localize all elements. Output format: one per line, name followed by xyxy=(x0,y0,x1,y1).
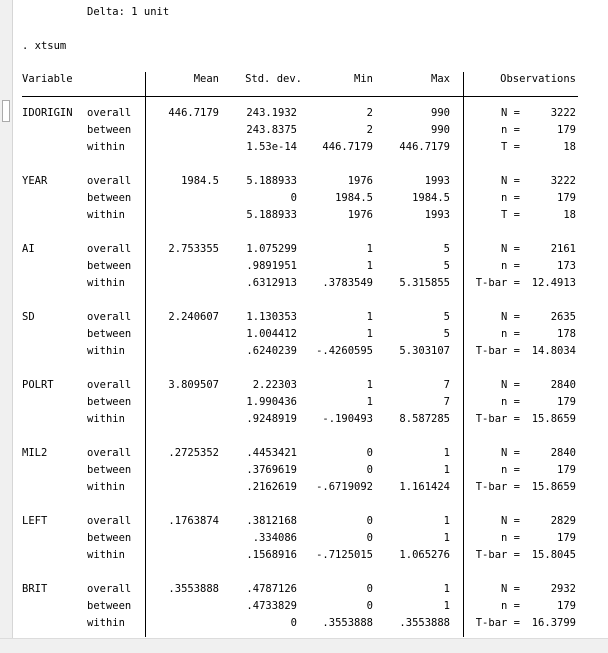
row-type: within xyxy=(87,549,125,561)
cell-obs-label: T-bar = xyxy=(475,549,520,561)
variable-name: IDORIGIN xyxy=(22,107,73,119)
cell-min: 0 xyxy=(366,515,373,527)
cell-min: 1 xyxy=(366,396,373,408)
cell-obs-value: 2932 xyxy=(550,583,576,595)
cell-stddev: .3769619 xyxy=(246,464,297,476)
cell-obs-value: 2635 xyxy=(550,311,576,323)
cell-max: 446.7179 xyxy=(399,141,450,153)
cell-stddev: .9891951 xyxy=(246,260,297,272)
cell-obs-label: N = xyxy=(501,379,520,391)
cell-obs-label: N = xyxy=(501,243,520,255)
cell-max: 5 xyxy=(443,328,450,340)
cell-max: 1993 xyxy=(424,175,450,187)
cell-max: 5 xyxy=(443,311,450,323)
cell-mean: .2725352 xyxy=(168,447,219,459)
left-gutter xyxy=(0,0,13,653)
cell-obs-value: 18 xyxy=(563,141,576,153)
col-header-variable: Variable xyxy=(22,73,73,85)
cell-obs-value: 2161 xyxy=(550,243,576,255)
cell-stddev: .6240239 xyxy=(246,345,297,357)
cell-max: 1.161424 xyxy=(399,481,450,493)
delta-line: Delta: 1 unit xyxy=(87,6,170,18)
cell-stddev: 1.990436 xyxy=(246,396,297,408)
cell-obs-label: N = xyxy=(501,583,520,595)
cell-stddev: .1568916 xyxy=(246,549,297,561)
variable-name: POLRT xyxy=(22,379,54,391)
row-type: overall xyxy=(87,175,132,187)
cell-obs-label: N = xyxy=(501,175,520,187)
cell-min: 0 xyxy=(366,600,373,612)
cell-obs-label: N = xyxy=(501,447,520,459)
cell-obs-value: 15.8659 xyxy=(531,413,576,425)
cell-max: 5 xyxy=(443,243,450,255)
cell-min: 0 xyxy=(366,447,373,459)
row-type: overall xyxy=(87,379,132,391)
cell-min: 0 xyxy=(366,532,373,544)
cell-obs-label: n = xyxy=(501,192,520,204)
variable-name: YEAR xyxy=(22,175,48,187)
cell-min: 446.7179 xyxy=(322,141,373,153)
row-type: overall xyxy=(87,515,132,527)
cell-obs-value: 179 xyxy=(557,600,576,612)
cell-stddev: 243.8375 xyxy=(246,124,297,136)
cell-stddev: .334086 xyxy=(252,532,297,544)
cell-stddev: 1.075299 xyxy=(246,243,297,255)
horizontal-scrollbar[interactable] xyxy=(0,638,608,653)
cell-max: 7 xyxy=(443,396,450,408)
row-type: overall xyxy=(87,243,132,255)
cell-mean: 2.240607 xyxy=(168,311,219,323)
row-type: within xyxy=(87,481,125,493)
cell-min: 1 xyxy=(366,243,373,255)
col-header-max: Max xyxy=(431,73,450,85)
row-type: between xyxy=(87,192,132,204)
cell-obs-label: n = xyxy=(501,532,520,544)
cell-stddev: .9248919 xyxy=(246,413,297,425)
cell-max: 1 xyxy=(443,532,450,544)
cell-obs-value: 3222 xyxy=(550,175,576,187)
row-type: within xyxy=(87,141,125,153)
row-type: overall xyxy=(87,447,132,459)
cell-max: 1993 xyxy=(424,209,450,221)
row-type: within xyxy=(87,209,125,221)
cell-max: 990 xyxy=(431,107,450,119)
cell-mean: 3.809507 xyxy=(168,379,219,391)
cell-stddev: 5.188933 xyxy=(246,209,297,221)
cell-min: 0 xyxy=(366,583,373,595)
cell-stddev: 243.1932 xyxy=(246,107,297,119)
cell-max: 1.065276 xyxy=(399,549,450,561)
cell-max: 5.315855 xyxy=(399,277,450,289)
cell-stddev: .3812168 xyxy=(246,515,297,527)
cell-mean: 1984.5 xyxy=(181,175,219,187)
cell-obs-label: N = xyxy=(501,311,520,323)
row-type: between xyxy=(87,124,132,136)
cell-obs-value: 18 xyxy=(563,209,576,221)
variable-name: MIL2 xyxy=(22,447,48,459)
variable-name: SD xyxy=(22,311,35,323)
col-header-stddev: Std. dev. xyxy=(245,73,302,85)
cell-obs-value: 178 xyxy=(557,328,576,340)
column-separator-right xyxy=(463,72,464,637)
row-type: between xyxy=(87,396,132,408)
cell-min: -.4260595 xyxy=(316,345,373,357)
cell-stddev: 5.188933 xyxy=(246,175,297,187)
cell-obs-label: T-bar = xyxy=(475,413,520,425)
cell-obs-value: 12.4913 xyxy=(531,277,576,289)
row-type: within xyxy=(87,345,125,357)
cell-obs-value: 179 xyxy=(557,192,576,204)
cell-stddev: 0 xyxy=(290,192,297,204)
cell-stddev: 1.53e-14 xyxy=(246,141,297,153)
cell-mean: .3553888 xyxy=(168,583,219,595)
command-line: . xtsum xyxy=(22,40,67,52)
cell-obs-label: n = xyxy=(501,464,520,476)
cell-obs-label: n = xyxy=(501,396,520,408)
row-type: between xyxy=(87,464,132,476)
cell-max: 1 xyxy=(443,515,450,527)
cell-min: 1 xyxy=(366,379,373,391)
cell-min: 1976 xyxy=(347,209,373,221)
cell-obs-label: T-bar = xyxy=(475,345,520,357)
cell-min: 1 xyxy=(366,328,373,340)
col-header-mean: Mean xyxy=(193,73,219,85)
cell-max: 1 xyxy=(443,447,450,459)
cell-stddev: 2.22303 xyxy=(252,379,297,391)
cell-max: 5 xyxy=(443,260,450,272)
cell-obs-value: 3222 xyxy=(550,107,576,119)
row-type: overall xyxy=(87,311,132,323)
cell-max: 1 xyxy=(443,600,450,612)
cell-stddev: .2162619 xyxy=(246,481,297,493)
cell-stddev: .6312913 xyxy=(246,277,297,289)
cell-max: 5.303107 xyxy=(399,345,450,357)
row-type: between xyxy=(87,600,132,612)
cell-min: 1976 xyxy=(347,175,373,187)
gutter-marker-icon xyxy=(2,100,10,122)
cell-stddev: 1.004412 xyxy=(246,328,297,340)
cell-max: 1984.5 xyxy=(412,192,450,204)
cell-obs-label: N = xyxy=(501,515,520,527)
cell-obs-value: 179 xyxy=(557,396,576,408)
cell-obs-value: 179 xyxy=(557,124,576,136)
cell-obs-value: 2840 xyxy=(550,379,576,391)
cell-obs-value: 16.3799 xyxy=(531,617,576,629)
cell-mean: 2.753355 xyxy=(168,243,219,255)
col-header-min: Min xyxy=(354,73,373,85)
cell-min: .3783549 xyxy=(322,277,373,289)
cell-max: 1 xyxy=(443,583,450,595)
cell-obs-label: T = xyxy=(501,141,520,153)
cell-min: -.6719092 xyxy=(316,481,373,493)
cell-obs-value: 179 xyxy=(557,464,576,476)
cell-obs-value: 14.8034 xyxy=(531,345,576,357)
cell-obs-label: T-bar = xyxy=(475,481,520,493)
row-type: within xyxy=(87,413,125,425)
cell-stddev: .4453421 xyxy=(246,447,297,459)
cell-max: .3553888 xyxy=(399,617,450,629)
cell-stddev: .4787126 xyxy=(246,583,297,595)
cell-mean: .1763874 xyxy=(168,515,219,527)
cell-min: 0 xyxy=(366,464,373,476)
cell-stddev: 0 xyxy=(290,617,297,629)
cell-min: 1984.5 xyxy=(335,192,373,204)
cell-max: 8.587285 xyxy=(399,413,450,425)
cell-obs-label: T = xyxy=(501,209,520,221)
cell-mean: 446.7179 xyxy=(168,107,219,119)
cell-min: 1 xyxy=(366,311,373,323)
cell-min: -.7125015 xyxy=(316,549,373,561)
cell-obs-value: 2840 xyxy=(550,447,576,459)
cell-obs-value: 15.8045 xyxy=(531,549,576,561)
variable-name: BRIT xyxy=(22,583,48,595)
row-type: within xyxy=(87,277,125,289)
row-type: between xyxy=(87,328,132,340)
row-type: between xyxy=(87,260,132,272)
cell-obs-value: 2829 xyxy=(550,515,576,527)
col-header-observations: Observations xyxy=(500,73,576,85)
variable-name: AI xyxy=(22,243,35,255)
cell-obs-value: 173 xyxy=(557,260,576,272)
cell-obs-value: 179 xyxy=(557,532,576,544)
row-type: between xyxy=(87,532,132,544)
cell-max: 990 xyxy=(431,124,450,136)
cell-stddev: 1.130353 xyxy=(246,311,297,323)
cell-max: 1 xyxy=(443,464,450,476)
row-type: overall xyxy=(87,583,132,595)
cell-min: 2 xyxy=(366,107,373,119)
variable-name: LEFT xyxy=(22,515,48,527)
cell-min: 2 xyxy=(366,124,373,136)
cell-obs-label: n = xyxy=(501,328,520,340)
row-type: within xyxy=(87,617,125,629)
cell-min: 1 xyxy=(366,260,373,272)
header-rule xyxy=(22,96,578,97)
cell-max: 7 xyxy=(443,379,450,391)
cell-obs-value: 15.8659 xyxy=(531,481,576,493)
cell-obs-label: n = xyxy=(501,260,520,272)
cell-min: -.190493 xyxy=(322,413,373,425)
cell-min: .3553888 xyxy=(322,617,373,629)
cell-stddev: .4733829 xyxy=(246,600,297,612)
cell-obs-label: T-bar = xyxy=(475,277,520,289)
cell-obs-label: n = xyxy=(501,600,520,612)
cell-obs-label: n = xyxy=(501,124,520,136)
cell-obs-label: N = xyxy=(501,107,520,119)
cell-obs-label: T-bar = xyxy=(475,617,520,629)
row-type: overall xyxy=(87,107,132,119)
